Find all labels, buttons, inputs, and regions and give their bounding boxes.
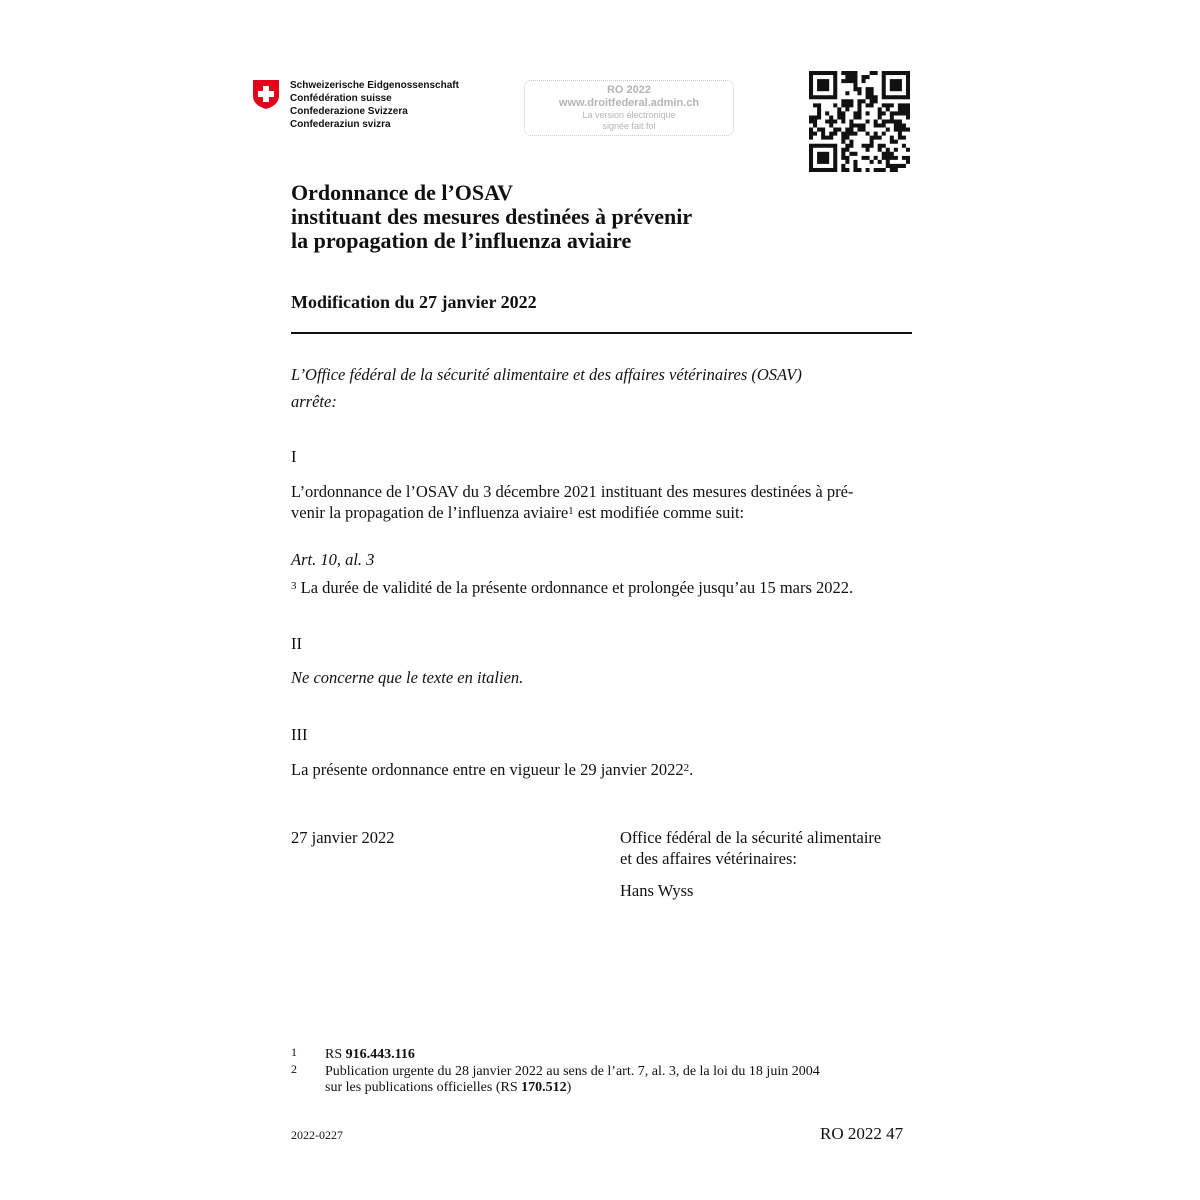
section1-para-line-2a: venir la propagation de l’influenza aviaire bbox=[291, 503, 569, 522]
section3-text bbox=[291, 759, 693, 780]
entry-into-force-text: La présente ordonnance entre en vigueur le 29 janvier 2022 bbox=[291, 760, 684, 779]
paragraph-3 bbox=[291, 577, 853, 598]
footnote-1-ref: 916.443.116 bbox=[345, 1047, 415, 1062]
section1-para-line-2b: est modifiée comme suit: bbox=[573, 503, 745, 522]
section-heading-2: II bbox=[291, 634, 302, 653]
footnote-2-ref: 170.512 bbox=[521, 1080, 567, 1095]
conf-name-it: Confederazione Svizzera bbox=[290, 106, 408, 117]
footnote-2-line-2 bbox=[325, 1080, 571, 1096]
conf-name-rm: Confederaziun svizra bbox=[290, 119, 391, 130]
title-divider bbox=[291, 332, 912, 334]
electronic-signature-stamp bbox=[524, 80, 734, 136]
section2-text: Ne concerne que le texte en italien. bbox=[291, 668, 524, 687]
section1-para-line-1: L’ordonnance de l’OSAV du 3 décembre 2021 instituant des mesures destinées à pré- bbox=[291, 482, 854, 501]
stamp-ro: RO 2022 bbox=[606, 84, 652, 96]
footnote-2-line-1: Publication urgente du 28 janvier 2022 au sens de l’art. 7, al. 3, de la loi du 18 juin 2004 bbox=[325, 1064, 820, 1079]
signature-office-line-2: et des affaires vétérinaires: bbox=[620, 849, 797, 868]
ro-page-reference: RO 2022 47 bbox=[820, 1124, 904, 1143]
title-line-2: instituant des mesures destinées à prévenir bbox=[291, 204, 693, 229]
section-heading-1: I bbox=[291, 447, 297, 466]
qr-code-icon[interactable] bbox=[809, 71, 910, 172]
signatory-name: Hans Wyss bbox=[620, 881, 694, 900]
confederation-names bbox=[290, 79, 459, 131]
conf-name-fr: Confédération suisse bbox=[290, 93, 392, 104]
article-reference: Art. 10, al. 3 bbox=[291, 550, 375, 569]
paragraph-number: 3 bbox=[291, 580, 297, 592]
section1-para-line-2 bbox=[291, 502, 744, 523]
footnote-1-prefix: RS bbox=[325, 1047, 346, 1062]
footnote-ref-2[interactable]: 2 bbox=[683, 762, 690, 774]
stamp-note-2: signée fait foi bbox=[602, 121, 656, 131]
paragraph-3-text: La durée de validité de la présente ordonnance et prolongée jusqu’au 15 mars 2022. bbox=[296, 578, 854, 597]
stamp-url: www.droitfederal.admin.ch bbox=[558, 97, 700, 109]
footnote-ref-1[interactable]: 1 bbox=[568, 505, 574, 517]
footnote-1 bbox=[325, 1047, 415, 1063]
footnote-number-1: 1 bbox=[291, 1045, 297, 1059]
preamble-line-1: L’Office fédéral de la sécurité alimentaire et des affaires vétérinaires (OSAV) bbox=[291, 365, 802, 384]
footnote-2-prefix: sur les publications officielles (RS bbox=[325, 1080, 522, 1095]
modification-date: Modification du 27 janvier 2022 bbox=[291, 292, 537, 312]
title-line-3: la propagation de l’influenza aviaire bbox=[291, 228, 632, 253]
document-id: 2022-0227 bbox=[291, 1128, 343, 1142]
swiss-cross-icon bbox=[252, 79, 280, 110]
preamble-line-2: arrête: bbox=[291, 392, 337, 411]
document-title bbox=[291, 181, 692, 253]
signature-office-line-1: Office fédéral de la sécurité alimentaire bbox=[620, 828, 882, 847]
stamp-note-1: La version électronique bbox=[582, 110, 676, 120]
signature-date: 27 janvier 2022 bbox=[291, 828, 395, 847]
footnote-number-2: 2 bbox=[291, 1062, 297, 1076]
entry-into-force-end: . bbox=[689, 760, 694, 779]
title-line-1: Ordonnance de l’OSAV bbox=[291, 180, 514, 205]
footnote-2-suffix: ) bbox=[566, 1080, 572, 1095]
conf-name-de: Schweizerische Eidgenossenschaft bbox=[290, 80, 459, 91]
section-heading-3: III bbox=[291, 725, 308, 744]
